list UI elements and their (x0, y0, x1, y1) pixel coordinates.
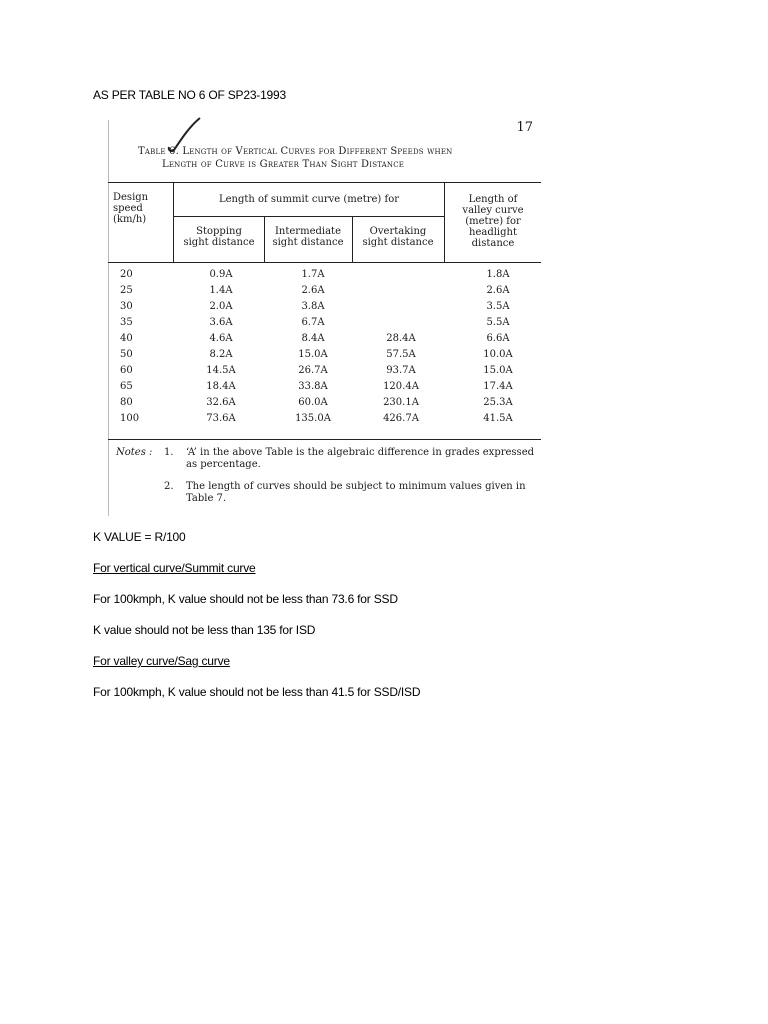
cell-isd: 8.4A (301, 333, 325, 344)
table-row (108, 333, 541, 349)
note-text: The length of curves should be subject to minimum values given in Table 7. (186, 481, 526, 504)
note-text: ‘A’ in the above Table is the algebraic difference in grades expressed as percentage. (186, 447, 535, 470)
page-heading: AS PER TABLE NO 6 OF SP23-1993 (93, 88, 286, 102)
col-divider (444, 182, 445, 262)
table-row (108, 397, 541, 413)
cell-speed: 30 (120, 301, 133, 312)
header-summit: Length of summit curve (metre) for (218, 194, 400, 205)
cell-isd: 33.8A (298, 381, 328, 392)
summit-header-rule (174, 216, 444, 217)
cell-ssd: 18.4A (206, 381, 236, 392)
cell-speed: 60 (120, 365, 133, 376)
cell-osd: 230.1A (383, 397, 419, 408)
table-row (108, 381, 541, 397)
cell-speed: 40 (120, 333, 133, 344)
cell-speed: 35 (120, 317, 133, 328)
cell-isd: 60.0A (298, 397, 328, 408)
cell-ssd: 2.0A (209, 301, 233, 312)
cell-ssd: 0.9A (209, 269, 233, 280)
cell-ssd: 3.6A (209, 317, 233, 328)
note-number: 1. (164, 447, 174, 458)
cell-ssd: 8.2A (209, 349, 233, 360)
notes-label: Notes : (116, 447, 153, 458)
table-row (108, 349, 541, 365)
cell-ssd: 4.6A (209, 333, 233, 344)
cell-ssd: 73.6A (206, 413, 236, 424)
cell-valley: 6.6A (486, 333, 510, 344)
valley-curve-heading: For valley curve/Sag curve (93, 654, 230, 668)
cell-isd: 1.7A (301, 269, 325, 280)
header-overtaking: Overtaking sight distance (362, 226, 434, 248)
cell-isd: 26.7A (298, 365, 328, 376)
cell-speed: 20 (120, 269, 133, 280)
cell-osd: 120.4A (383, 381, 419, 392)
header-stopping: Stopping sight distance (183, 226, 255, 248)
header-valley: Length of valley curve (metre) for headlight distance (462, 194, 524, 249)
page-number: 17 (516, 120, 533, 135)
note-number: 2. (164, 481, 174, 492)
cell-valley: 1.8A (486, 269, 510, 280)
k-value-formula: K VALUE = R/100 (93, 530, 186, 544)
table-caption-line2: Length of Curve is Greater Than Sight Distance (162, 159, 405, 170)
table-row (108, 301, 541, 317)
table-row (108, 317, 541, 333)
table-row (108, 269, 541, 285)
cell-valley: 25.3A (483, 397, 513, 408)
header-design-speed: Design speed (km/h) (113, 192, 149, 225)
cell-osd: 28.4A (386, 333, 416, 344)
table-bottom-rule (108, 439, 541, 440)
cell-valley: 15.0A (483, 365, 513, 376)
cell-isd: 135.0A (295, 413, 331, 424)
table-header-rule (108, 262, 541, 263)
cell-speed: 50 (120, 349, 133, 360)
cell-speed: 80 (120, 397, 133, 408)
table-row (108, 365, 541, 381)
cell-valley: 3.5A (486, 301, 510, 312)
summit-isd-line: K value should not be less than 135 for ISD (93, 623, 316, 637)
cell-ssd: 1.4A (209, 285, 233, 296)
summit-ssd-line: For 100kmph, K value should not be less than 73.6 for SSD (93, 592, 398, 606)
cell-speed: 25 (120, 285, 133, 296)
cell-isd: 15.0A (298, 349, 328, 360)
cell-isd: 6.7A (301, 317, 325, 328)
cell-speed: 100 (120, 413, 140, 424)
header-intermediate: Intermediate sight distance (272, 226, 344, 248)
cell-ssd: 32.6A (206, 397, 236, 408)
table-row (108, 413, 541, 429)
cell-osd: 426.7A (383, 413, 419, 424)
table-caption-line1: Table 6. Length of Vertical Curves for Different Speeds when (138, 146, 453, 157)
table-row (108, 285, 541, 301)
cell-osd: 93.7A (386, 365, 416, 376)
cell-valley: 10.0A (483, 349, 513, 360)
cell-isd: 2.6A (301, 285, 325, 296)
cell-isd: 3.8A (301, 301, 325, 312)
cell-valley: 17.4A (483, 381, 513, 392)
cell-valley: 41.5A (483, 413, 513, 424)
summit-curve-heading: For vertical curve/Summit curve (93, 561, 256, 575)
cell-ssd: 14.5A (206, 365, 236, 376)
cell-osd: 57.5A (386, 349, 416, 360)
valley-line: For 100kmph, K value should not be less than 41.5 for SSD/ISD (93, 685, 421, 699)
scanned-table-image (108, 114, 541, 518)
cell-valley: 2.6A (486, 285, 510, 296)
cell-speed: 65 (120, 381, 133, 392)
cell-valley: 5.5A (486, 317, 510, 328)
